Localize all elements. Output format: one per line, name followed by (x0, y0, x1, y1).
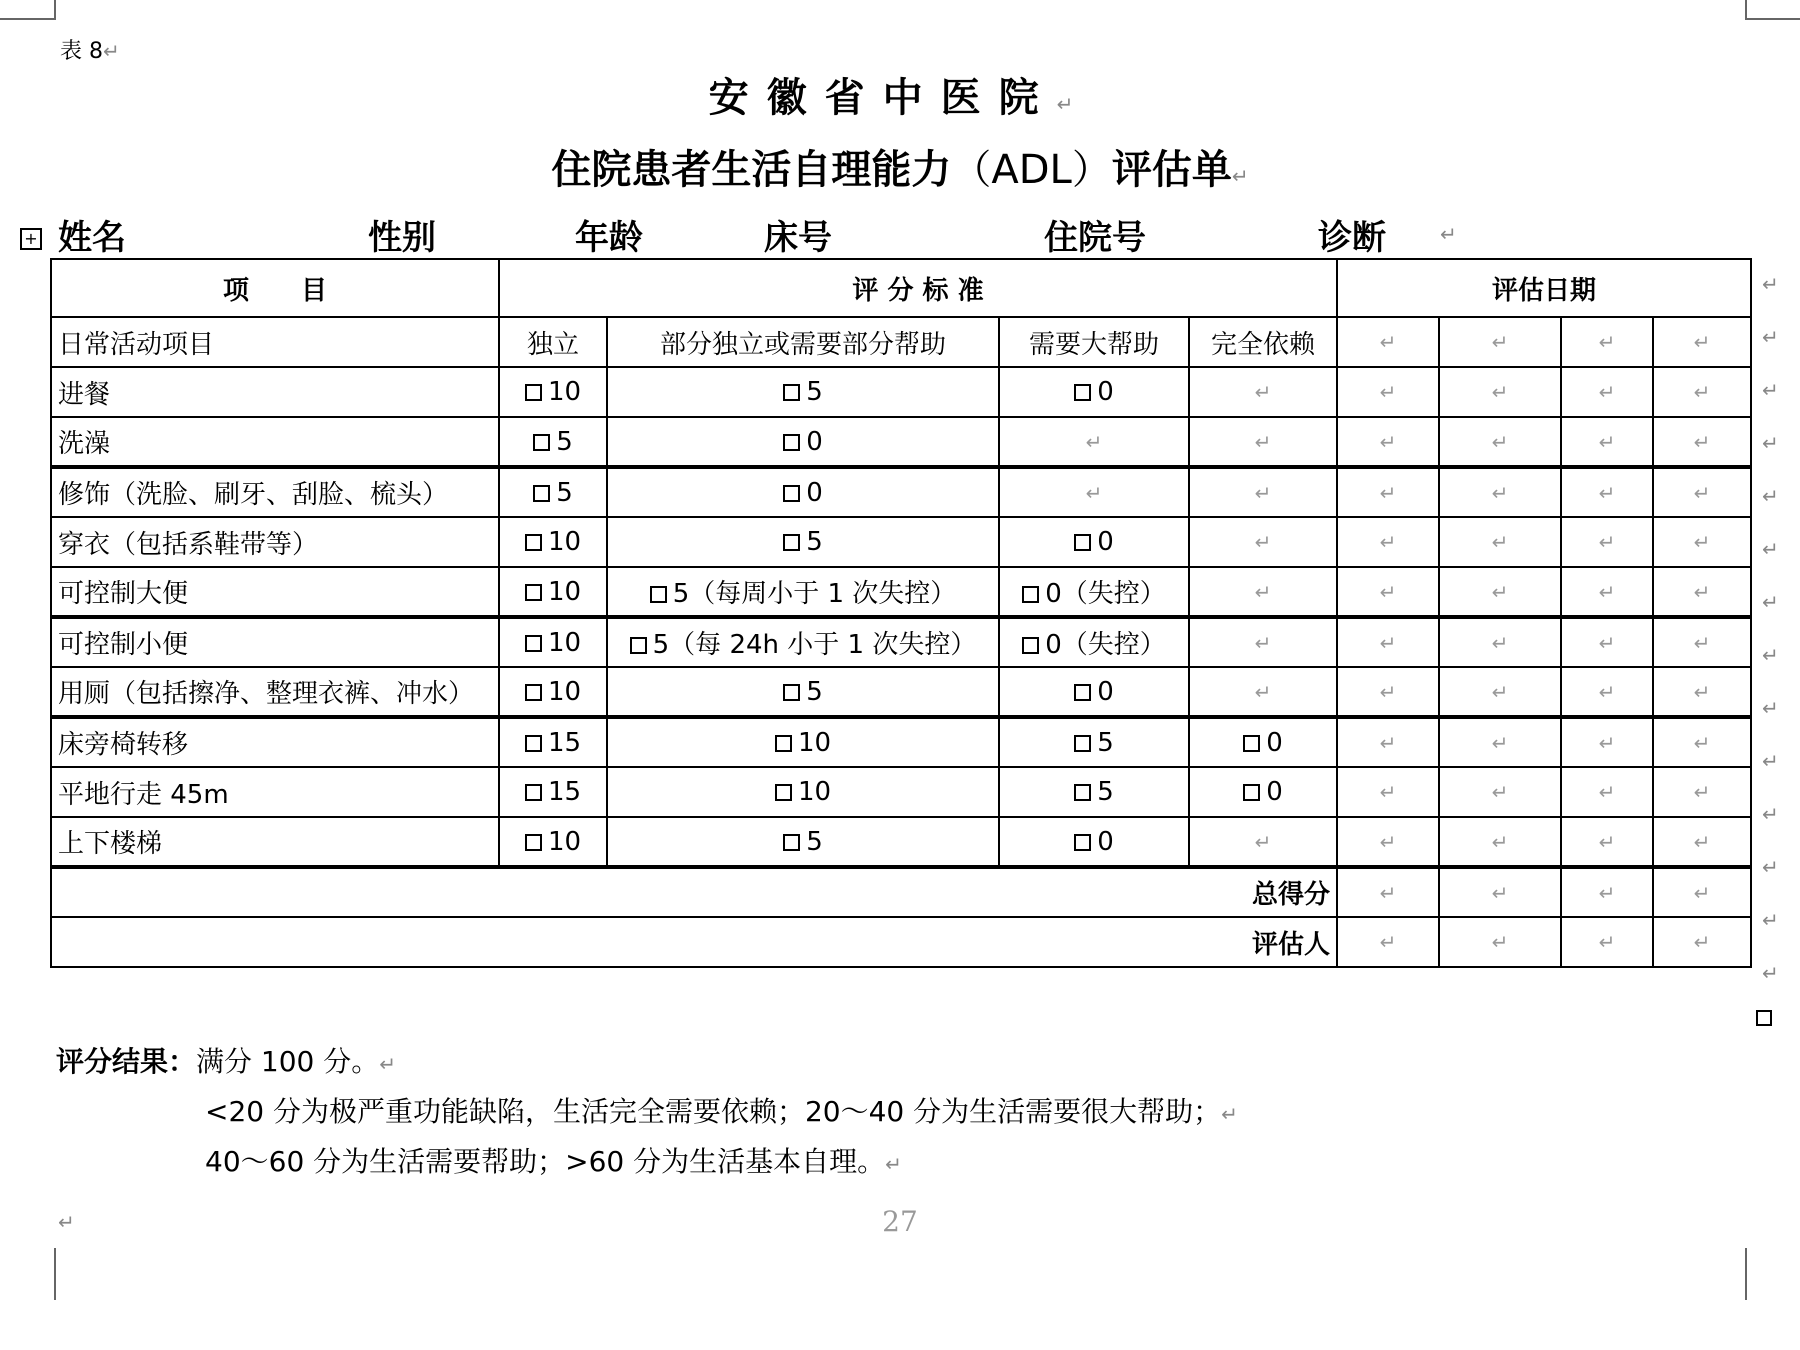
page-number: 27 (882, 1205, 918, 1238)
score-cell: ↵ (1189, 367, 1337, 417)
score-cell (607, 817, 999, 867)
date-cell[interactable]: ↵ (1561, 817, 1653, 867)
score-cell (607, 467, 999, 517)
score-cell: ↵ (1189, 617, 1337, 667)
date-cell[interactable]: ↵ (1561, 667, 1653, 717)
score-cell (607, 767, 999, 817)
patient-field-admission: 住院号 (1044, 218, 1146, 258)
score-value: 0 (1097, 527, 1114, 557)
item-cell: 用厕（包括擦净、整理衣裤、冲水） (51, 667, 499, 717)
score-cell (499, 667, 607, 717)
score-value: 15 (547, 777, 582, 807)
checkbox-icon[interactable] (1074, 834, 1091, 851)
date-cell[interactable]: ↵ (1653, 367, 1751, 417)
date-cell[interactable]: ↵ (1439, 717, 1561, 767)
score-value: 10 (797, 777, 832, 807)
score-value: 5 (556, 477, 573, 508)
date-cell[interactable]: ↵ (1337, 767, 1439, 817)
checkbox-icon[interactable] (525, 684, 542, 701)
score-value: 15 (547, 727, 582, 758)
score-cell: ↵ (1189, 667, 1337, 717)
date-cell[interactable]: ↵ (1561, 367, 1653, 417)
checkbox-icon[interactable] (525, 784, 542, 801)
header-item: 项 目 (51, 259, 499, 317)
date-cell[interactable]: ↵ (1337, 517, 1439, 567)
item-cell: 可控制小便 (51, 617, 499, 667)
checkbox-icon[interactable] (1074, 534, 1091, 551)
score-value: 5 (806, 527, 823, 557)
date-cell[interactable]: ↵ (1439, 617, 1561, 667)
date-cell[interactable]: ↵ (1561, 617, 1653, 667)
date-cell[interactable]: ↵ (1561, 767, 1653, 817)
total-score-label: 总得分 (51, 867, 1337, 917)
total-cell[interactable]: ↵ (1561, 867, 1653, 917)
table-move-handle[interactable]: + (20, 228, 42, 250)
score-cell (1189, 767, 1337, 817)
checkbox-icon[interactable] (1074, 784, 1091, 801)
checkbox-icon[interactable] (525, 384, 542, 401)
patient-field-age: 年龄 (575, 218, 643, 258)
patient-field-gender: 性别 (368, 218, 436, 258)
checkbox-icon[interactable] (525, 735, 542, 752)
date-cell[interactable]: ↵ (1439, 567, 1561, 617)
score-cell (999, 667, 1189, 717)
date-cell[interactable]: ↵ (1653, 667, 1751, 717)
checkbox-icon[interactable] (783, 485, 800, 502)
checkbox-icon[interactable] (783, 684, 800, 701)
score-value: 0（失控） (1045, 579, 1166, 609)
score-cell (607, 567, 999, 617)
score-value: 10 (547, 826, 582, 857)
table-row (51, 617, 1751, 667)
result-line-3: 40～60 分为生活需要帮助；>60 分为生活基本自理。↵ (205, 1145, 902, 1178)
patient-field-bed: 床号 (764, 218, 832, 258)
date-cell[interactable]: ↵ (1653, 717, 1751, 767)
table-row (51, 467, 1751, 517)
score-cell (499, 717, 607, 767)
result-line-1: 评分结果：满分 100 分。↵ (56, 1045, 397, 1078)
col-label-dependent: 完全依赖 (1189, 317, 1337, 367)
date-cell[interactable]: ↵ (1653, 817, 1751, 867)
score-value: 5 (806, 377, 823, 407)
date-cell[interactable]: ↵ (1653, 617, 1751, 667)
score-cell (499, 567, 607, 617)
checkbox-icon[interactable] (525, 534, 542, 551)
item-cell: 上下楼梯 (51, 817, 499, 867)
table-row (51, 367, 1751, 417)
score-cell (499, 467, 607, 517)
score-value: 5 (806, 676, 823, 707)
crop-mark (54, 1248, 56, 1300)
score-cell (607, 617, 999, 667)
table-row (51, 667, 1751, 717)
score-value: 10 (547, 377, 582, 407)
date-cell[interactable]: ↵ (1561, 567, 1653, 617)
score-cell (499, 617, 607, 667)
checkbox-icon[interactable] (1074, 384, 1091, 401)
score-value: 5（每 24h 小于 1 次失控） (652, 630, 977, 660)
score-value: 5 (556, 426, 573, 457)
score-value: 10 (547, 527, 582, 557)
item-cell: 穿衣（包括系鞋带等） (51, 517, 499, 567)
result-line-2: <20 分为极严重功能缺陷，生活完全需要依赖；20～40 分为生活需要很大帮助；↵ (205, 1095, 1238, 1128)
date-cell[interactable]: ↵ (1439, 667, 1561, 717)
checkbox-icon[interactable] (775, 735, 792, 752)
score-cell: ↵ (1189, 517, 1337, 567)
score-cell (499, 517, 607, 567)
date-cell[interactable]: ↵ (1337, 667, 1439, 717)
patient-field-name: 姓名 (58, 218, 126, 258)
score-cell: ↵ (1189, 567, 1337, 617)
crop-mark (1745, 18, 1800, 20)
checkbox-icon[interactable] (525, 834, 542, 851)
score-cell: ↵ (1189, 817, 1337, 867)
score-cell (607, 517, 999, 567)
date-cell[interactable]: ↵ (1337, 567, 1439, 617)
score-value: 0 (806, 426, 823, 457)
crop-mark (1745, 0, 1747, 18)
date-cell[interactable]: ↵ (1337, 617, 1439, 667)
date-cell[interactable]: ↵ (1337, 467, 1439, 517)
score-cell (999, 567, 1189, 617)
score-cell (499, 367, 607, 417)
col-label-major-help: 需要大帮助 (999, 317, 1189, 367)
score-value: 10 (547, 627, 582, 658)
checkbox-icon[interactable] (783, 834, 800, 851)
score-value: 5 (1097, 727, 1114, 758)
date-cell[interactable]: ↵ (1337, 817, 1439, 867)
table-row (51, 817, 1751, 867)
date-cell[interactable]: ↵ (1439, 317, 1561, 367)
date-cell[interactable]: ↵ (1653, 767, 1751, 817)
date-cell[interactable]: ↵ (1439, 417, 1561, 467)
item-cell: 洗澡 (51, 417, 499, 467)
date-cell[interactable]: ↵ (1337, 717, 1439, 767)
checkbox-icon[interactable] (783, 434, 800, 451)
table-resize-handle[interactable] (1756, 1010, 1772, 1026)
checkbox-icon[interactable] (783, 534, 800, 551)
score-cell (607, 417, 999, 467)
document-label: 表 8↵ (60, 39, 120, 64)
crop-mark (0, 18, 56, 20)
row-label: 日常活动项目 (51, 317, 499, 367)
date-cell[interactable]: ↵ (1561, 317, 1653, 367)
table-row (51, 417, 1751, 467)
date-cell[interactable]: ↵ (1653, 567, 1751, 617)
score-value: 0 (1266, 777, 1283, 807)
score-value: 10 (797, 727, 832, 758)
date-cell[interactable]: ↵ (1439, 767, 1561, 817)
checkbox-icon[interactable] (1074, 735, 1091, 752)
assessor-cell[interactable]: ↵ (1561, 917, 1653, 967)
score-value: 0 (1097, 826, 1114, 857)
score-cell (999, 617, 1189, 667)
date-cell[interactable]: ↵ (1439, 467, 1561, 517)
score-cell (999, 717, 1189, 767)
score-value: 10 (547, 576, 582, 607)
date-cell[interactable]: ↵ (1561, 517, 1653, 567)
score-value: 0 (1097, 377, 1114, 407)
checkbox-icon[interactable] (783, 384, 800, 401)
score-cell: ↵ (999, 417, 1189, 467)
checkbox-icon[interactable] (1022, 586, 1039, 603)
header-standard: 评 分 标 准 (499, 259, 1337, 317)
date-cell[interactable]: ↵ (1653, 517, 1751, 567)
table-row (51, 517, 1751, 567)
assessor-cell[interactable]: ↵ (1439, 917, 1561, 967)
table-row (51, 567, 1751, 617)
date-cell[interactable]: ↵ (1337, 317, 1439, 367)
checkbox-icon[interactable] (533, 485, 550, 502)
form-title: 住院患者生活自理能力（ADL）评估单↵ (551, 147, 1249, 193)
score-cell: ↵ (1189, 417, 1337, 467)
date-cell[interactable]: ↵ (1337, 367, 1439, 417)
assessor-cell[interactable]: ↵ (1653, 917, 1751, 967)
assessor-label: 评估人 (51, 917, 1337, 967)
score-cell (607, 367, 999, 417)
checkbox-icon[interactable] (525, 584, 542, 601)
date-cell[interactable]: ↵ (1653, 317, 1751, 367)
score-value: 0 (1266, 727, 1283, 758)
score-value: 0 (1097, 676, 1114, 707)
date-cell[interactable]: ↵ (1561, 717, 1653, 767)
date-cell[interactable]: ↵ (1439, 367, 1561, 417)
crop-mark (1745, 1248, 1747, 1300)
score-rows (51, 367, 1751, 867)
score-value: 5 (1097, 777, 1114, 807)
item-cell: 可控制大便 (51, 567, 499, 617)
paragraph-mark: ↵ (58, 1210, 75, 1234)
score-cell (999, 367, 1189, 417)
header-date: 评估日期 (1337, 259, 1751, 317)
score-cell (999, 517, 1189, 567)
checkbox-icon[interactable] (1243, 784, 1260, 801)
table-row (51, 767, 1751, 817)
date-cell[interactable]: ↵ (1439, 517, 1561, 567)
date-cell[interactable]: ↵ (1653, 417, 1751, 467)
row-end-marks: ↵ ↵ ↵ ↵ ↵ ↵ ↵ ↵ ↵ ↵ ↵ ↵ ↵ ↵ (1762, 272, 1779, 985)
checkbox-icon[interactable] (775, 784, 792, 801)
date-cell[interactable]: ↵ (1337, 417, 1439, 467)
score-cell (499, 767, 607, 817)
checkbox-icon[interactable] (1243, 735, 1260, 752)
score-value: 0（失控） (1045, 630, 1166, 660)
assessor-cell[interactable]: ↵ (1337, 917, 1439, 967)
paragraph-mark: ↵ (1440, 222, 1457, 246)
score-cell: ↵ (1189, 467, 1337, 517)
score-cell (499, 417, 607, 467)
col-label-partial: 部分独立或需要部分帮助 (607, 317, 999, 367)
table-header-row (51, 259, 1751, 317)
score-cell (607, 667, 999, 717)
patient-field-diagnosis: 诊断 (1318, 218, 1386, 258)
date-cell[interactable]: ↵ (1561, 417, 1653, 467)
adl-table (50, 258, 1752, 968)
checkbox-icon[interactable] (630, 637, 647, 654)
date-cell[interactable]: ↵ (1561, 467, 1653, 517)
score-cell: ↵ (999, 467, 1189, 517)
total-cell[interactable]: ↵ (1653, 867, 1751, 917)
total-score-row (51, 867, 1751, 917)
checkbox-icon[interactable] (1022, 637, 1039, 654)
item-cell: 平地行走 45m (51, 767, 499, 817)
score-value: 10 (547, 676, 582, 707)
score-cell (499, 817, 607, 867)
score-cell (999, 817, 1189, 867)
date-cell[interactable]: ↵ (1439, 817, 1561, 867)
score-cell (607, 717, 999, 767)
item-cell: 进餐 (51, 367, 499, 417)
item-cell: 修饰（洗脸、刷牙、刮脸、梳头） (51, 467, 499, 517)
total-cell[interactable]: ↵ (1337, 867, 1439, 917)
checkbox-icon[interactable] (533, 434, 550, 451)
table-row (51, 717, 1751, 767)
item-cell: 床旁椅转移 (51, 717, 499, 767)
score-value: 5（每周小于 1 次失控） (672, 579, 957, 609)
score-cell (1189, 717, 1337, 767)
score-value: 0 (806, 477, 823, 508)
checkbox-icon[interactable] (1074, 684, 1091, 701)
hospital-title: 安徽省中医院↵ (708, 75, 1092, 121)
crop-mark (54, 0, 56, 18)
assessor-row (51, 917, 1751, 967)
score-value: 5 (806, 826, 823, 857)
column-label-row (51, 317, 1751, 367)
checkbox-icon[interactable] (650, 586, 667, 603)
total-cell[interactable]: ↵ (1439, 867, 1561, 917)
col-label-independent: 独立 (499, 317, 607, 367)
checkbox-icon[interactable] (525, 635, 542, 652)
score-cell (999, 767, 1189, 817)
date-cell[interactable]: ↵ (1653, 467, 1751, 517)
